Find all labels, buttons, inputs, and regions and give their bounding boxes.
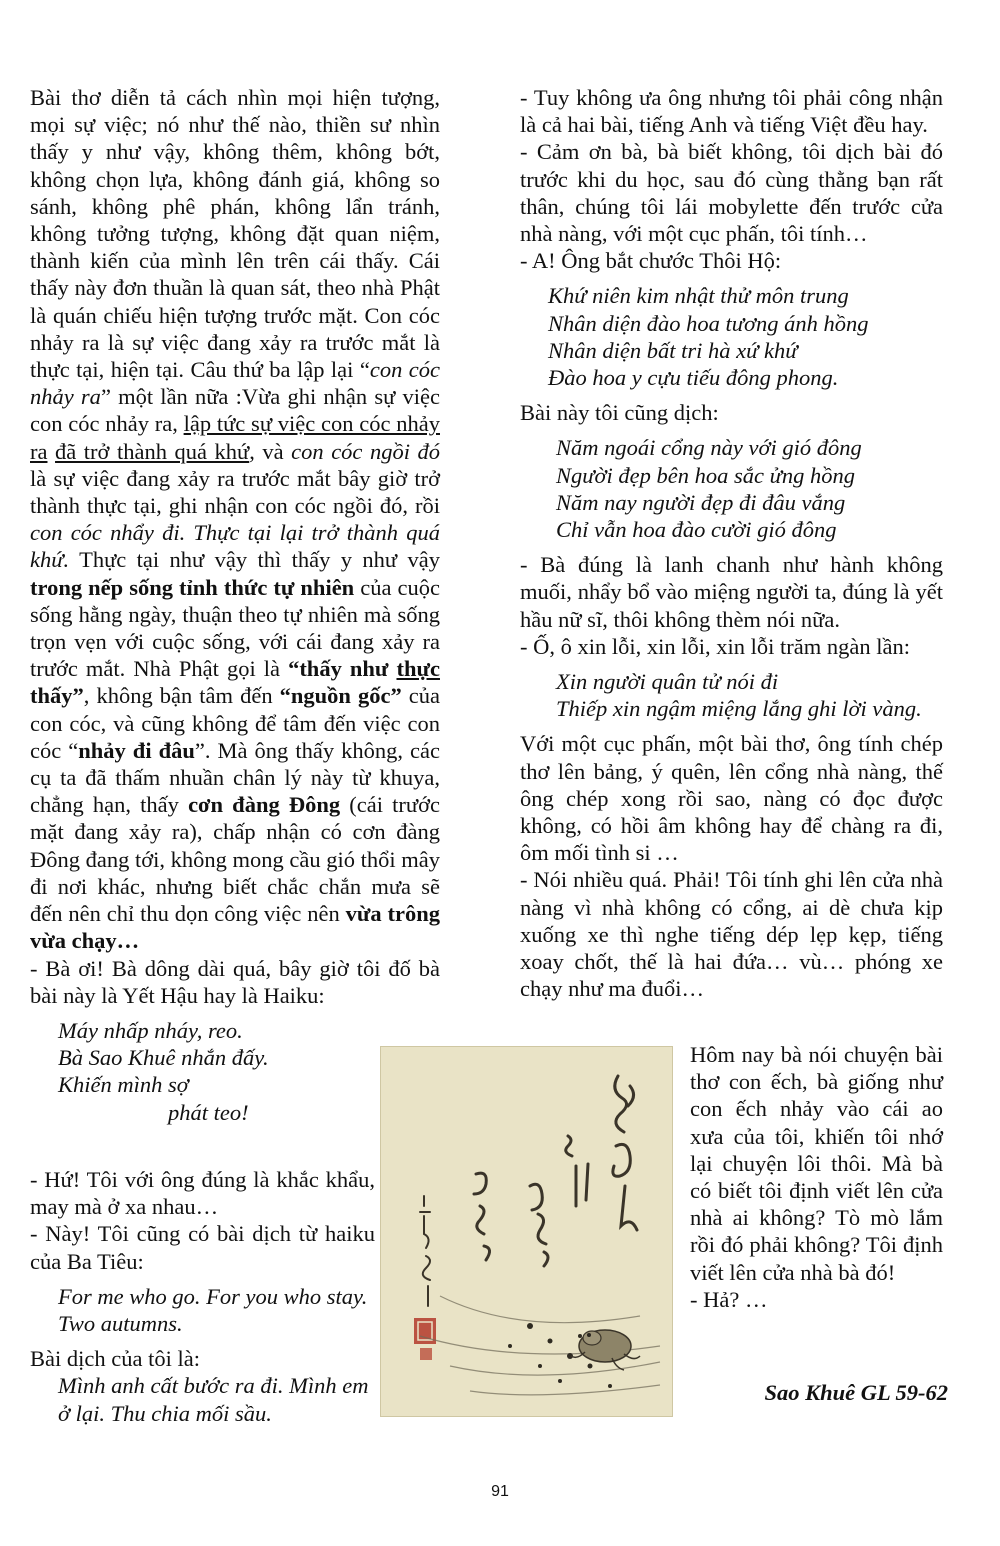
quan-tu-poem: Xin người quân tử nói đi Thiếp xin ngậm miệng lắng ghi lời vàng. [556,669,922,722]
right-column [520,84,943,1003]
thoi-ho-poem: Khứ niên kim nhật thử môn trung Nhân diện đào hoa tương ánh hồng Nhân diện bất tri hà xứ khứ Đào hoa y cựu tiếu đông phong. [548,283,869,391]
left-tail [30,1166,375,1435]
dialog-line: Với một cục phấn, một bài thơ, ông tính chép thơ lên bảng, ý quên, lên cổng nhà nàng, thế ông chép xong rồi sao, nàng có đọc được không, có hồi âm không hay để chàng ra đi, ôm mối tình si … [520,731,943,866]
dialog-line: - Cảm ơn bà, bà biết không, tôi dịch bài đó trước khi du học, sau đó cùng thằng bạn rất thân, chúng tôi lái mobylette đến trước cửa nhà nàng, với một cục phấn, tôi tính… [520,139,943,247]
dialog-line: - Hứ! Tôi với ông đúng là khắc khẩu, may mà ở xa nhau… [30,1167,375,1220]
dialog-line: - A! Ông bắt chước Thôi Hộ: [520,248,782,274]
dialog-line: - Tuy không ưa ông nhưng tôi phải công nhận là cả hai bài, tiếng Anh và tiếng Việt đều hay. [520,85,943,138]
dialog-line: Bài này tôi cũng dịch: [520,400,719,426]
right-wrap-text [690,1041,943,1313]
dialog-line: Bài dịch của tôi là: [30,1346,200,1372]
author-signature: Sao Khuê GL 59-62 [764,1380,948,1405]
dialog-line: - Bà ơi! Bà dông dài quá, bây giờ tôi đố bà bài này là Yết Hậu hay là Haiku: [30,955,440,1008]
dialog-line: - Nói nhiều quá. Phải! Tôi tính ghi lên cửa nhà nàng vì nhà không có cổng, ai dè chưa kịp xuống xe thì nghe tiếng dép lẹp kẹp, tiếng xoay chốt, thế là hai đứa… vù… phóng xe chạy như ma đuổi… [520,867,943,1002]
haiku-translation: Mình anh cất bước ra đi. Mình em ở lại. Thu chia mối sầu. [58,1373,369,1426]
essay-paragraph: Bài thơ diễn tả cách nhìn mọi hiện tượng, mọi sự việc; nó như thế nào, thiền sư nhìn thấy y như vậy, không thêm, không bớt, không chọn lựa, không đánh giá, không so sánh, không phê phán, không lẩn tránh, không tưởng tượng, không đặt quan niệm, thành kiến của mình lên trên cái thấy. Cái thấy này đơn thuần là quan sát, theo nhà Phật là quán chiếu hiện tượng trước mặt. Con cóc nhảy ra là sự việc đang xảy ra trước mắt là thực tại, hiện tại. Câu thứ ba lập lại “con cóc nhảy ra” một lần nữa :Vừa ghi nhận sự việc con cóc nhảy ra, lập tức sự việc con cóc nhảy ra đã trở thành quá khứ, và con cóc ngồi đó là sự việc đang xảy ra trước mắt bây giờ trở thành thực tại, ghi nhận con cóc ngồi đó, rồi con cóc nhẩy đi. Thực tại lại trở thành quá khứ. Thực tại như vậy thì thấy y như vậy trong nếp sống tỉnh thức tự nhiên của cuộc sống hằng ngày, thuận theo tự nhiên mà sống trọn vẹn với cuộc sống, với cái đang xảy ra trước mắt. Nhà Phật gọi là “thấy như thực thấy”, không bận tâm đến “nguồn gốc” của con cóc, và cũng không để tâm đến việc con cóc “nhảy đi đâu”. Mà ông thấy không, các cụ ta đã thấm nhuần chân lý này từ khuya, chẳng hạn, thấy cơn đàng Đông (cái trước mặt đang xảy ra), chấp nhận có cơn đàng Đông đang tới, không mong cầu gió thổi mây đi nơi khác, nhưng biết chắc chắn mưa sẽ đến nên chỉ thu dọn công việc nên vừa trông vừa chạy… [30,85,441,954]
dialog-line: - Hả? … [690,1286,768,1312]
translated-poem: Năm ngoái cổng này với gió đông Người đẹp bên hoa sắc ửng hồng Năm nay người đẹp đi đâu vắng Chỉ vẫn hoa đào cười gió đông [556,435,862,543]
dialog-line: Hôm nay bà nói chuyện bài thơ con ếch, bà giống như con ếch nhảy vào cái ao xưa của tôi, khiến tôi nhớ lại chuyện lôi thôi. Mà bà có biết tôi định viết lên cửa nhà ai không? Tò mò lắm rồi đó phải không? Tôi định viết lên cửa nhà bà đó! [690,1042,943,1285]
yet-hau-poem: Máy nhấp nháy, reo. Bà Sao Khuê nhắn đấy. Khiến mình sợ phát teo! [58,1017,269,1125]
page-number: 91 [491,1483,509,1500]
frog-painting [380,1046,673,1417]
dialog-line: - Bà đúng là lanh chanh như hành không muối, nhẩy bổ vào miệng người ta, đúng là yết hầu nữ sĩ, thôi không thèm nói nữa. [520,552,943,632]
basho-haiku: For me who go. For you who stay. Two autumns. [58,1283,368,1337]
dialog-line: - Ố, ô xin lỗi, xin lỗi, xin lỗi trăm ngàn lần: [520,633,910,659]
left-column [30,84,440,1134]
dialog-line: - Này! Tôi cũng có bài dịch từ haiku của Ba Tiêu: [30,1221,375,1274]
